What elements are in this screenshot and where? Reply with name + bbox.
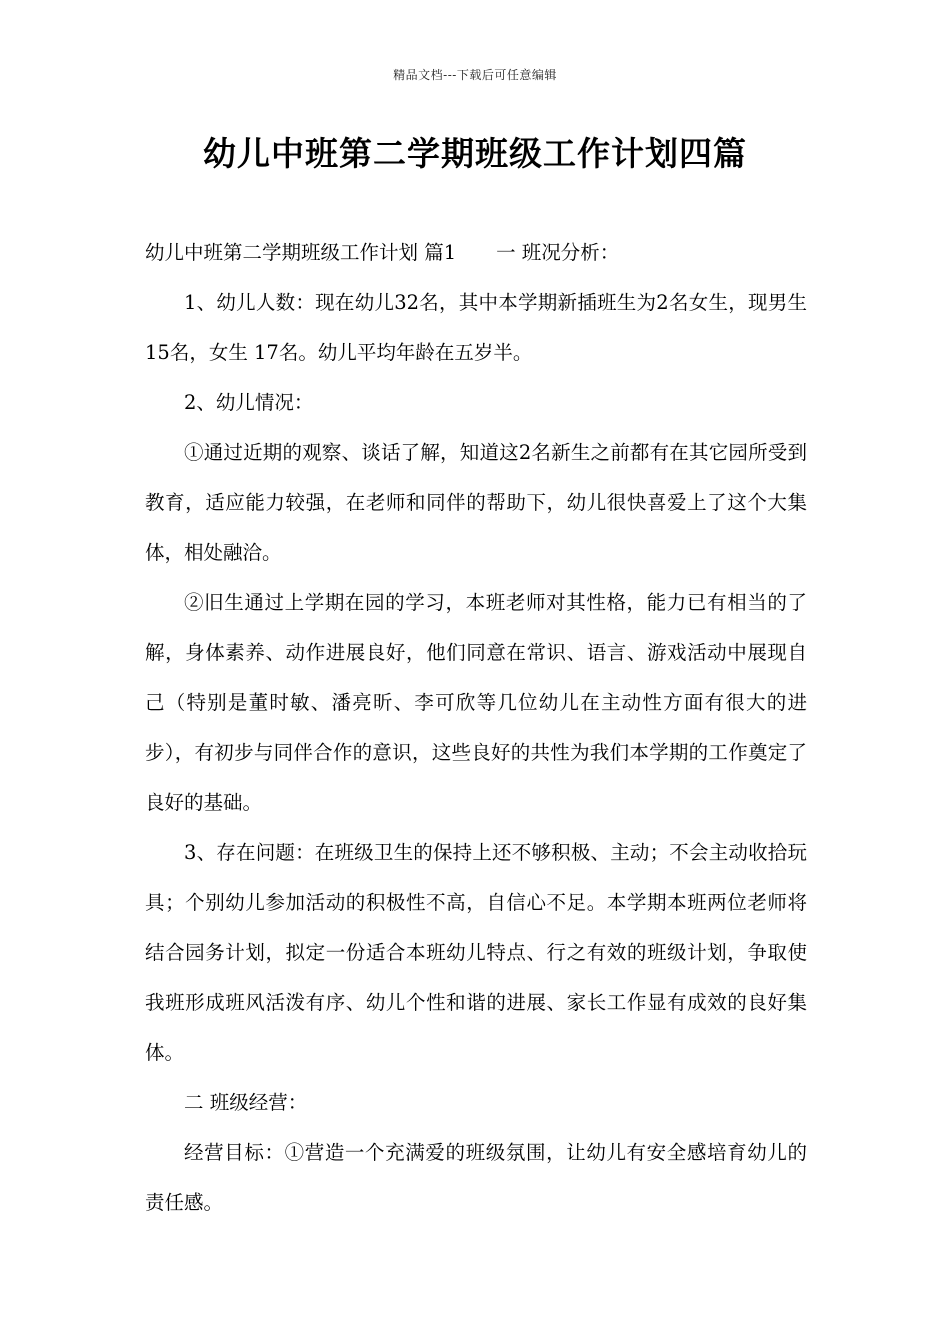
paragraph-child-situation-heading: 2、幼儿情况： [184,391,314,414]
document-title: 幼儿中班第二学期班级工作计划四篇 [203,134,747,173]
section-one-heading: 一 班况分析： [496,241,620,264]
paragraph-child-count: 1、幼儿人数：现在幼儿32名，其中本学期新插班生为2名女生，现男生15名，女生 17名。幼儿平均年龄在五岁半。 [145,291,807,364]
paragraph-old-students: ②旧生通过上学期在园的学习，本班老师对其性格，能力已有相当的了解，身体素养、动作进展良好，他们同意在常识、语言、游戏活动中展现自己（特别是董时敏、潘亮昕、李可欣等几位幼儿在主动性方面有很大的进步），有初步与同伴合作的意识，这些良好的共性为我们本学期的工作奠定了良好的基础。 [145,591,807,814]
intro-line [145,228,807,278]
paragraph-management-goals: 经营目标：①营造一个充满爱的班级氛围，让幼儿有安全感培育幼儿的责任感。 [145,1141,807,1214]
paragraph-new-students: ①通过近期的观察、谈话了解，知道这2名新生之前都有在其它园所受到教育，适应能力较强，在老师和同伴的帮助下，幼儿很快喜爱上了这个大集体，相处融洽。 [145,441,807,564]
paragraph-problems: 3、存在问题：在班级卫生的保持上还不够积极、主动；不会主动收拾玩具；个别幼儿参加活动的积极性不高，自信心不足。本学期本班两位老师将结合园务计划，拟定一份适合本班幼儿特点、行之有效的班级计划，争取使我班形成班风活泼有序、幼儿个性和谐的进展、家长工作显有成效的良好集体。 [145,841,807,1064]
intro-plan-heading: 幼儿中班第二学期班级工作计划 篇1 [145,241,457,264]
document-body [145,228,807,1228]
paragraph-section-two-heading: 二 班级经营： [184,1091,308,1114]
header-note: 精品文档---下载后可任意编辑 [393,68,557,82]
